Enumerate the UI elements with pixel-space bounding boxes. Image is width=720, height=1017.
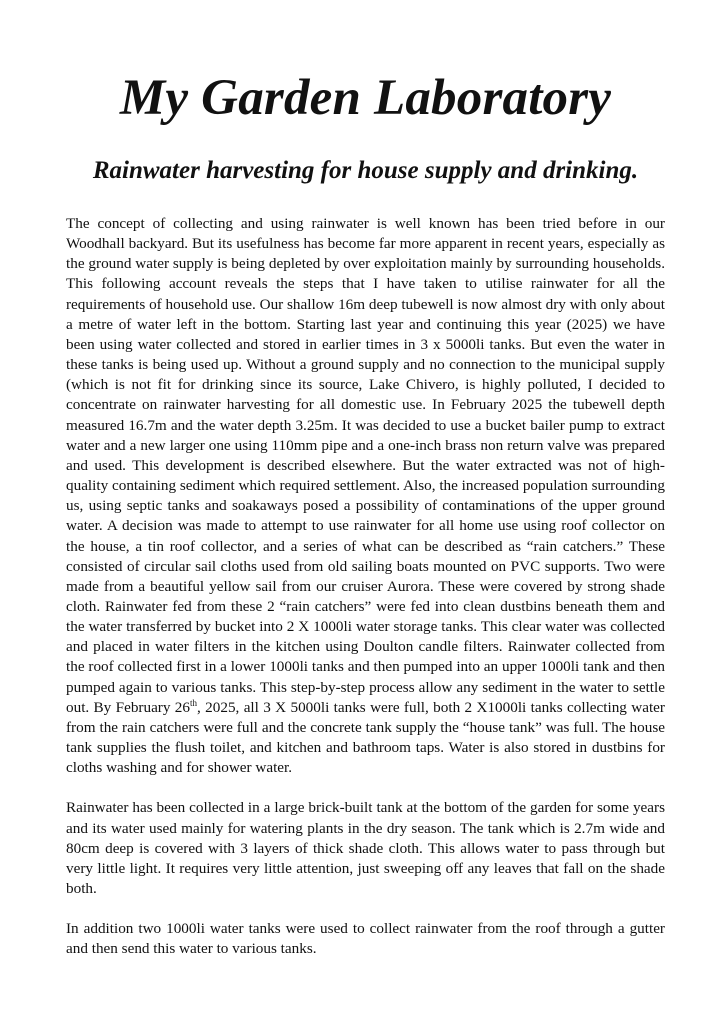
paragraph-1-text-b: , 2025, all 3 X 5000li tanks were full, both 2 X1000li tanks collecting water from the rain catchers were full and the concrete tank supply the “house tank” was full. The house tank supplies the flush toilet, and kitchen and bathroom taps. Water is also stored in dustbins for cloths washing and for shower water.: [66, 698, 665, 777]
page-subtitle: Rainwater harvesting for house supply and drinking.: [92, 157, 639, 184]
article-body: [66, 214, 665, 959]
paragraph-3: In addition two 1000li water tanks were used to collect rainwater from the roof through a gutter and then send this water to various tanks.: [66, 920, 665, 958]
page-title: My Garden Laboratory: [119, 70, 612, 126]
paragraph-2: Rainwater has been collected in a large brick-built tank at the bottom of the garden for some years and its water used mainly for watering plants in the dry season. The tank which is 2.7m wide and 80cm deep is covered with 3 layers of thick shade cloth. This allows water to pass through but very little light. It requires very little attention, just sweeping off any leaves that fall on the shade both.: [66, 799, 665, 897]
paragraph-1-text-a: The concept of collecting and using rainwater is well known has been tried before in our Woodhall backyard. But its usefulness has become far more apparent in recent years, especially as the ground water supply is being depleted by over exploitation mainly by surrounding households. This following account reveals the steps that I have taken to utilise rainwater for all the requirements of household use. Our shallow 16m deep tubewell is now almost dry with only about a metre of water left in the bottom. Starting last year and continuing this year (2025) we have been using water collected and stored in earlier times in 3 x 5000li tanks. But even the water in these tanks is being used up. Without a ground supply and no connection to the municipal supply (which is not fit for drinking since its source, Lake Chivero, is highly polluted, I decided to concentrate on rainwater harvesting for all domestic use. In February 2025 the tubewell depth measured 16.7m and the water depth 3.25m. It was decided to use a bucket bailer pump to extract water and a new larger one using 110mm pipe and a one-inch brass non return valve was prepared and used. This development is described elsewhere. But the water extracted was not of high-quality containing sediment which required settlement. Also, the increased population surrounding us, using septic tanks and soakaways posed a possibility of contaminations of the upper ground water. A decision was made to attempt to use rainwater for all home use using roof collector on the house, a tin roof collector, and a series of what can be described as “rain catchers.” These consisted of circular sail cloths used from old sailing boats mounted on PVC supports. Two were made from a beautiful yellow sail from our cruiser Aurora. These were covered by strong shade cloth. Rainwater fed from these 2 “rain catchers” were fed into clean dustbins beneath them and the water transferred by bucket into 2 X 1000li water storage tanks. This clear water was collected and placed in water filters in the kitchen using Doulton candle filters. Rainwater collected from the roof collected first in a lower 1000li tanks and then pumped into an upper 1000li tank and then pumped again to various tanks. This step-by-step process allow any sediment in the water to settle out. By February 26: [66, 215, 665, 716]
ordinal-superscript: th: [190, 697, 198, 708]
paragraph-1: [66, 214, 665, 778]
